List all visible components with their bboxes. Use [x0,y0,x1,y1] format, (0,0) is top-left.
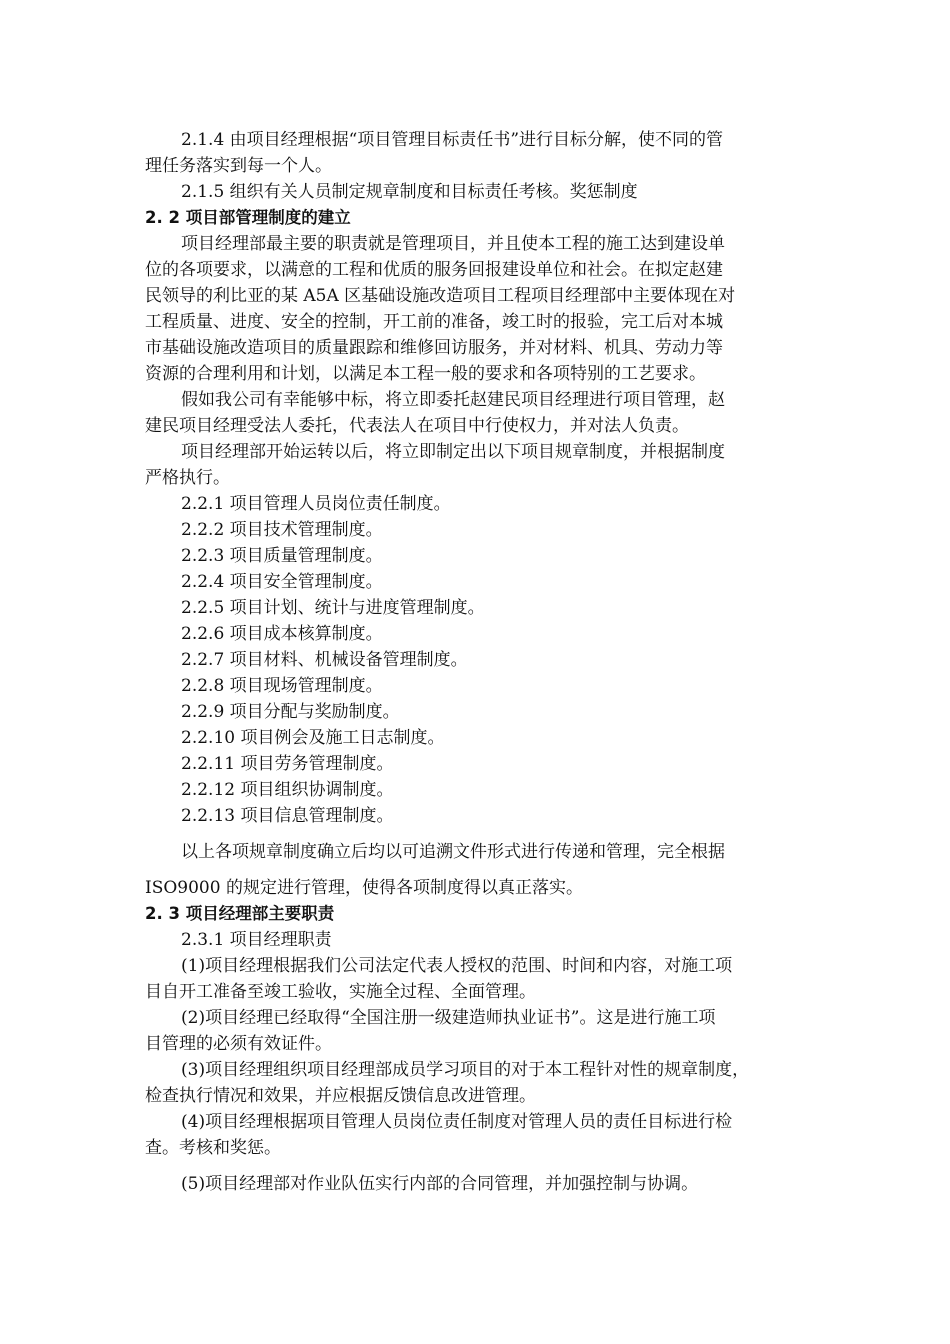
duty-item-2-line-2: 目管理的必须有效证件。 [145,1034,332,1054]
list-item-2-2-12: 2.2.12 项目组织协调制度。 [181,780,394,800]
duty-item-1-line-1: (1)项目经理根据我们公司法定代表人授权的范围、时间和内容，对施工项 [181,956,733,976]
list-item-2-2-11: 2.2.11 项目劳务管理制度。 [181,754,394,774]
paragraph-iso-line-1: 以上各项规章制度确立后均以可追溯文件形式进行传递和管理，完全根据 [181,842,725,862]
paragraph-bid-line-2: 建民项目经理受法人委托，代表法人在项目中行使权力，并对法人负责。 [145,416,689,436]
list-item-2-2-13: 2.2.13 项目信息管理制度。 [181,806,394,826]
list-item-2-2-3: 2.2.3 项目质量管理制度。 [181,546,383,566]
paragraph-duties-line-1: 项目经理部最主要的职责就是管理项目，并且使本工程的施工达到建设单 [181,234,725,254]
paragraph-rules-line-1: 项目经理部开始运转以后，将立即制定出以下项目规章制度，并根据制度 [181,442,725,462]
paragraph-2-1-4-line-2: 理任务落实到每一个人。 [145,156,332,176]
paragraph-duties-line-2: 位的各项要求，以满意的工程和优质的服务回报建设单位和社会。在拟定赵建 [145,260,723,280]
duty-item-3-line-1: (3)项目经理组织项目经理部成员学习项目的对于本工程针对性的规章制度， [181,1060,750,1080]
list-item-2-2-10: 2.2.10 项目例会及施工日志制度。 [181,728,445,748]
duty-item-3-line-2: 检查执行情况和效果，并应根据反馈信息改进管理。 [145,1086,536,1106]
paragraph-rules-line-2: 严格执行。 [145,468,230,488]
duty-item-1-line-2: 目自开工准备至竣工验收，实施全过程、全面管理。 [145,982,536,1002]
list-item-2-2-9: 2.2.9 项目分配与奖励制度。 [181,702,400,722]
duty-item-5: (5)项目经理部对作业队伍实行内部的合同管理，并加强控制与协调。 [181,1174,699,1194]
section-heading-2-3: 2. 3 项目经理部主要职责 [145,904,335,923]
document-body [145,127,810,1197]
list-item-2-2-8: 2.2.8 项目现场管理制度。 [181,676,383,696]
paragraph-duties-line-5: 市基础设施改造项目的质量跟踪和维修回访服务，并对材料、机具、劳动力等 [145,338,723,358]
list-item-2-2-4: 2.2.4 项目安全管理制度。 [181,572,383,592]
duty-item-4-line-1: (4)项目经理根据项目管理人员岗位责任制度对管理人员的责任目标进行检 [181,1112,733,1132]
paragraph-duties-line-6: 资源的合理利用和计划，以满足本工程一般的要求和各项特别的工艺要求。 [145,364,706,384]
list-item-2-2-7: 2.2.7 项目材料、机械设备管理制度。 [181,650,468,670]
section-heading-2-2: 2. 2 项目部管理制度的建立 [145,208,351,227]
paragraph-iso-line-2: ISO9000 的规定进行管理，使得各项制度得以真正落实。 [145,878,583,898]
paragraph-duties-line-4: 工程质量、进度、安全的控制，开工前的准备，竣工时的报验，完工后对本城 [145,312,723,332]
paragraph-2-1-4-line-1: 2.1.4 由项目经理根据“项目管理目标责任书”进行目标分解，使不同的管 [181,130,724,150]
duty-item-2-line-1: (2)项目经理已经取得“全国注册一级建造师执业证书”。这是进行施工项 [181,1008,716,1028]
paragraph-duties-line-3: 民领导的利比亚的某 A5A 区基础设施改造项目工程项目经理部中主要体现在对 [145,286,736,306]
duty-item-4-line-2: 查。考核和奖惩。 [145,1138,281,1158]
paragraph-2-1-5: 2.1.5 组织有关人员制定规章制度和目标责任考核。奖惩制度 [181,182,638,202]
paragraph-bid-line-1: 假如我公司有幸能够中标，将立即委托赵建民项目经理进行项目管理，赵 [181,390,725,410]
list-item-2-2-5: 2.2.5 项目计划、统计与进度管理制度。 [181,598,485,618]
list-item-2-2-1: 2.2.1 项目管理人员岗位责任制度。 [181,494,451,514]
list-item-2-2-2: 2.2.2 项目技术管理制度。 [181,520,383,540]
subsection-heading-2-3-1: 2.3.1 项目经理职责 [181,930,332,950]
list-item-2-2-6: 2.2.6 项目成本核算制度。 [181,624,383,644]
